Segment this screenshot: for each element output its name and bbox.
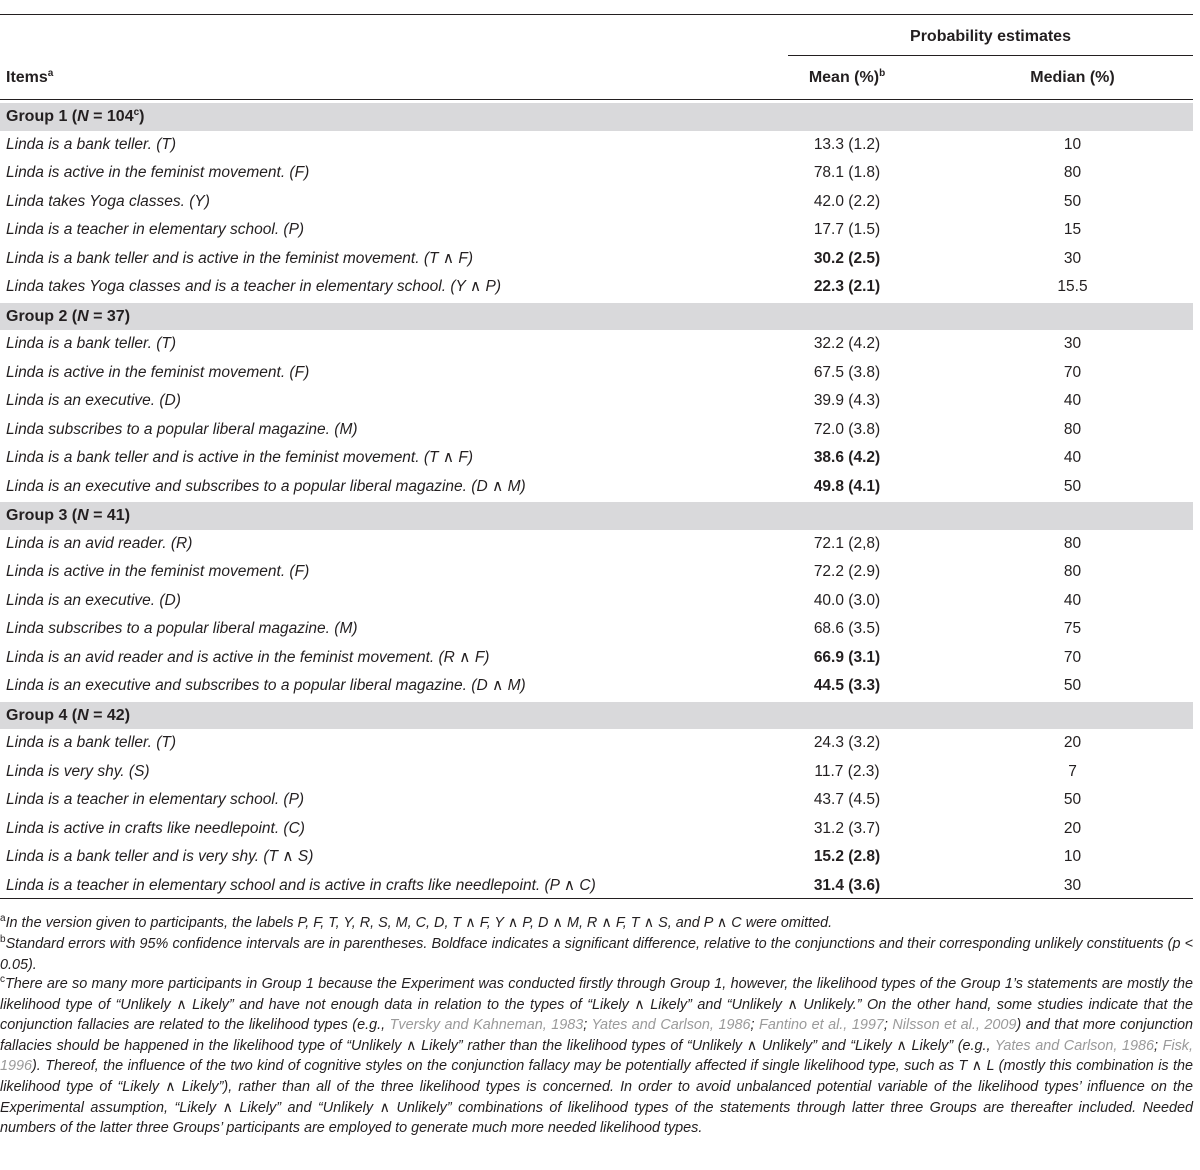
table-row	[0, 587, 1193, 616]
table-row	[0, 672, 1193, 701]
median-cell: 20	[1063, 819, 1082, 837]
mean-cell: 32.2 (4.2)	[813, 335, 881, 352]
table-row	[0, 330, 1193, 359]
group-header-2	[0, 302, 1193, 331]
table-row	[0, 786, 1193, 815]
mean-cell: 68.6 (3.5)	[813, 620, 881, 637]
median-cell: 10	[1063, 135, 1082, 153]
footnote-text: There are so many more participants in Group 1 because the Experiment was conducted firstly through Group 1, however, the likelihood types of the Group 1’s statements are mostly the likelihood type of “Unlikely ∧ Likely” and have not enough data in relation to the types of “Likely ∧ Likely” and “Unlikely ∧ Unlikely.” On the other hand, some studies indicate that the conjunction fallacies are related to the likelihood types (e.g.,	[0, 976, 1193, 1034]
item-cell: Linda subscribes to a popular liberal magazine. (M)	[6, 420, 358, 438]
group-header-1	[0, 102, 1193, 131]
item-cell: Linda is a teacher in elementary school and is active in crafts like needlepoint. (P ∧ C)	[6, 876, 596, 894]
median-cell: 40	[1063, 449, 1082, 466]
item-cell: Linda is active in the feminist movement. (F)	[6, 164, 310, 181]
median-cell: 80	[1063, 534, 1082, 552]
median-cell: 80	[1063, 563, 1082, 580]
table-row	[0, 530, 1193, 559]
footnote-mark: a	[0, 913, 6, 924]
mean-cell: 39.9 (4.3)	[813, 392, 881, 409]
table-row	[0, 416, 1193, 445]
mean-cell: 72.0 (3.8)	[813, 420, 881, 438]
mean-cell: 31.2 (3.7)	[813, 819, 881, 837]
footnote-b	[0, 934, 1193, 975]
mean-cell: 40.0 (3.0)	[813, 591, 881, 609]
table-row	[0, 615, 1193, 644]
median-cell: 50	[1063, 477, 1082, 495]
citation-link[interactable]: Yates and Carlson, 1986	[591, 1017, 751, 1034]
mean-column-header: Mean (%)$^b$	[808, 68, 886, 86]
median-cell: 40	[1063, 392, 1082, 409]
items-column-header: Items$^a$	[6, 68, 54, 86]
bottom-rule	[0, 898, 1193, 899]
group-header-3	[0, 501, 1193, 530]
item-cell: Linda is active in the feminist movement. (F)	[6, 363, 310, 381]
mean-cell: 38.6 (4.2)	[813, 449, 881, 466]
mean-cell: 17.7 (1.5)	[813, 221, 881, 238]
table-row	[0, 273, 1193, 302]
table-row	[0, 729, 1193, 758]
table-row	[0, 216, 1193, 245]
median-cell: 80	[1063, 420, 1082, 438]
citation-link[interactable]: Fantino et al., 1997	[759, 1017, 884, 1034]
item-cell: Linda is a bank teller. (T)	[6, 335, 177, 352]
table-row	[0, 473, 1193, 502]
citation-link[interactable]: Yates and Carlson, 1986	[994, 1037, 1154, 1054]
mean-cell: 22.3 (2.1)	[813, 278, 881, 295]
item-cell: Linda is very shy. (S)	[6, 762, 150, 780]
median-cell: 30	[1063, 335, 1082, 352]
table-row	[0, 387, 1193, 416]
item-cell: Linda is an avid reader. (R)	[6, 534, 193, 552]
header-rule	[0, 99, 1193, 100]
median-cell: 10	[1063, 848, 1082, 865]
median-cell: 75	[1063, 620, 1082, 637]
group-label: Group 4 (N = 42)	[6, 706, 131, 724]
mean-cell: 30.2 (2.5)	[813, 249, 881, 267]
citation-link[interactable]: Tversky and Kahneman, 1983	[389, 1017, 584, 1034]
item-cell: Linda takes Yoga classes. (Y)	[6, 192, 210, 210]
table-row	[0, 359, 1193, 388]
mean-cell: 49.8 (4.1)	[813, 477, 881, 495]
median-column-header: Median (%)	[1030, 69, 1115, 86]
table-body	[0, 102, 1193, 900]
mean-cell: 66.9 (3.1)	[813, 648, 881, 666]
footnote-text: Standard errors with 95% confidence intervals are in parentheses. Boldface indicates a significant difference, relative to the conjunctions and their corresponding unlikely constituents (p < 0.05).	[0, 936, 1193, 973]
group-label: Group 2 (N = 37)	[6, 307, 131, 325]
median-cell: 70	[1063, 648, 1082, 666]
mean-cell: 11.7 (2.3)	[814, 762, 880, 780]
probability-estimates-header: Probability estimates	[910, 28, 1071, 45]
footnote-c: $^c$There are so many more participants in Group 1 because the Experiment was conducted firstly through Group 1, however, the likelihood types of the Group 1’s statements are mostly the likelihood type of “Unlikely ∧ Likely” and have not enough data in relation to the types of “Likely ∧ Likely” and “Unlikely ∧ Unlikely.” On the other hand, some studies indicate that the conjunction fallacies are related to the likelihood types (e.g., Tversky and Kahneman, 1983; Yates and Carlson, 1986; Fantino et al., 1997; Nilsson et al., 2009) and that more conjunction fallacies should be happened in the likelihood type of “Unlikely ∧ Likely” rather than the likelihood types of “Unlikely ∧ Unlikely” and “Likely ∧ Likely” (e.g., Yates and Carlson, 1986; Fisk, 1996). Thereof, the influence of the two kind of cognitive styles on the conjunction fallacy may be potentially affected if single likelihood type, such as T ∧ L (mostly this combination is the likelihood type of “Likely ∧ Likely”), rather than all of the three likelihood types is concerned. In order to avoid unbalanced potential variable of the likelihood types’ influence on the Experimental assumption, “Likely ∧ Likely” and “Unlikely ∧ Unlikely” combinations of likelihood types of the statements through latter three Groups are thereafter included. Needed numbers of the latter three Groups’ participants are employed to generate much more needed likelihood types.	[0, 974, 1193, 1137]
footnote-a	[0, 913, 1193, 934]
mean-cell: 44.5 (3.3)	[813, 677, 881, 694]
table-row	[0, 758, 1193, 787]
table-row	[0, 558, 1193, 587]
top-rule	[0, 14, 1193, 15]
table-row	[0, 444, 1193, 473]
mean-cell: 72.2 (2.9)	[813, 563, 881, 580]
table-row	[0, 843, 1193, 872]
items-footnote-mark: a	[47, 68, 54, 79]
item-cell: Linda subscribes to a popular liberal magazine. (M)	[6, 620, 358, 637]
mean-cell: 72.1 (2,8)	[813, 534, 881, 552]
mean-cell: 15.2 (2.8)	[813, 848, 881, 865]
item-cell: Linda is a bank teller. (T)	[6, 734, 177, 751]
table-row	[0, 644, 1193, 673]
item-cell: Linda is a bank teller. (T)	[6, 135, 177, 153]
median-cell: 70	[1063, 363, 1082, 381]
mean-cell: 13.3 (1.2)	[813, 135, 881, 153]
item-cell: Linda is an executive and subscribes to a popular liberal magazine. (D ∧ M)	[6, 677, 526, 694]
median-cell: 15.5	[1057, 278, 1088, 295]
item-cell: Linda is a bank teller and is very shy. (T ∧ S)	[6, 848, 314, 865]
table-row	[0, 159, 1193, 188]
median-cell: 50	[1063, 677, 1082, 694]
mean-footnote-mark: b	[879, 68, 886, 79]
mean-cell: 43.7 (4.5)	[813, 791, 881, 808]
citation-link[interactable]: Fisk, 1996	[0, 1037, 1193, 1075]
mean-cell: 24.3 (3.2)	[813, 734, 881, 751]
mean-cell: 78.1 (1.8)	[813, 164, 881, 181]
median-cell: 50	[1063, 192, 1082, 210]
median-cell: 80	[1063, 164, 1082, 181]
median-cell: 20	[1063, 734, 1082, 751]
footnote-mark: c	[0, 974, 5, 985]
item-cell: Linda takes Yoga classes and is a teacher in elementary school. (Y ∧ P)	[6, 278, 501, 295]
item-cell: Linda is an avid reader and is active in the feminist movement. (R ∧ F)	[6, 648, 490, 666]
item-cell: Linda is active in crafts like needlepoint. (C)	[6, 819, 305, 837]
table-row	[0, 872, 1193, 901]
item-cell: Linda is active in the feminist movement. (F)	[6, 563, 310, 580]
item-cell: Linda is a teacher in elementary school. (P)	[6, 221, 305, 238]
group-label: Group 1 $(N = 104^c)$	[6, 107, 145, 125]
mean-cell: 31.4 (3.6)	[813, 876, 881, 894]
item-cell: Linda is an executive and subscribes to a popular liberal magazine. (D ∧ M)	[6, 477, 526, 495]
median-cell: 50	[1063, 791, 1082, 808]
footnote-mark: b	[0, 934, 6, 945]
median-cell: 40	[1063, 591, 1082, 609]
mean-cell: 42.0 (2.2)	[813, 192, 881, 210]
group-header-4	[0, 701, 1193, 730]
group-label: Group 3 (N = 41)	[6, 507, 131, 524]
item-cell: Linda is an executive. (D)	[6, 392, 181, 409]
median-cell: 30	[1063, 249, 1082, 267]
probability-estimates-rule	[788, 55, 1193, 56]
footnote-text: In the version given to participants, the labels P, F, T, Y, R, S, M, C, D, T ∧ F, Y ∧ P, D ∧ M, R ∧ F, T ∧ S, and P ∧ C were omitted.	[5, 915, 833, 931]
table-row	[0, 131, 1193, 160]
table-row	[0, 188, 1193, 217]
table-row	[0, 815, 1193, 844]
item-cell: Linda is a bank teller and is active in the feminist movement. (T ∧ F)	[6, 449, 474, 466]
item-cell: Linda is a bank teller and is active in the feminist movement. (T ∧ F)	[6, 249, 474, 267]
median-cell: 7	[1068, 762, 1077, 780]
citation-link[interactable]: Nilsson et al., 2009	[892, 1017, 1017, 1034]
mean-cell: 67.5 (3.8)	[813, 363, 881, 381]
median-cell: 30	[1063, 876, 1082, 894]
item-cell: Linda is an executive. (D)	[6, 591, 181, 609]
item-cell: Linda is a teacher in elementary school. (P)	[6, 791, 305, 808]
table-row	[0, 245, 1193, 274]
median-cell: 15	[1063, 221, 1082, 238]
